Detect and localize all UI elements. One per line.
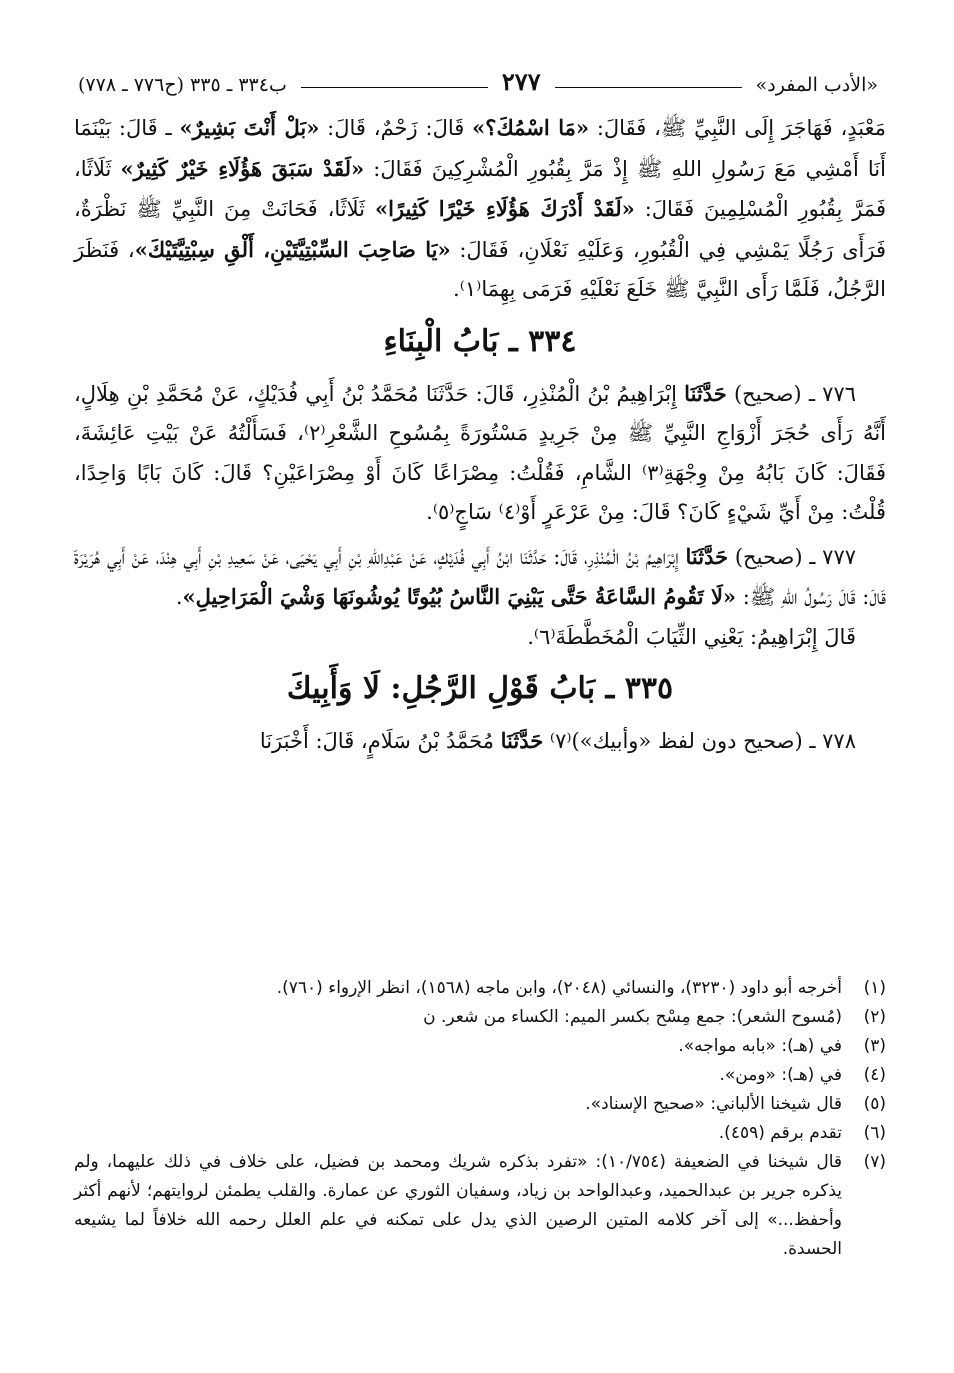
- footnote: [74, 1148, 886, 1264]
- footnote-text: في (هـ): «ومن».: [719, 1065, 842, 1085]
- text-run: ـ قَالَ: بَيْنَمَا أَنَا أَمْشِي مَعَ رَسُولِ اللهِ ﷺ إِذْ مَرَّ بِقُبُورِ الْمُشْرِكِينَ فَقَالَ:: [74, 116, 886, 181]
- footnote: [74, 1003, 886, 1032]
- footnote: [74, 1119, 886, 1148]
- text-run: إِبْرَاهِيمُ بْنُ الْمُنْذِرِ، قَالَ: حَدَّثَنَا مُحَمَّدُ بْنُ أَبِي فُدَيْكٍ، عَنْ مُحَمَّدِ بْنِ هِلَالٍ، أَنَّهُ رَأَى حُجَرَ أَزْوَاجِ النَّبِيِّ ﷺ مِنْ جَرِيدٍ مَسْتُورَةً بِمُسُوحِ الشَّعْرِ⁽٢⁾، فَسَأَلْتُهُ عَنْ بَيْتِ عَائِشَةَ، فَقَالَ: كَانَ بَابُهُ مِنْ وِجْهَةِ⁽٣⁾ الشَّامِ، فَقُلْتُ: مِصْرَاعًا كَانَ أَوْ مِصْرَاعَيْنِ؟ قَالَ: كَانَ بَابًا وَاحِدًا، قُلْتُ: مِنْ أَيِّ شَيْءٍ كَانَ؟ قَالَ: مِنْ عَرْعَرٍ أَوْ⁽٤⁾ سَاجٍ⁽٥⁾.: [74, 381, 887, 524]
- text-run: .: [175, 585, 183, 609]
- hadith-paragraph: [74, 537, 886, 618]
- footnote: [74, 1061, 886, 1090]
- book-title: «الأدب المفرد»: [755, 74, 878, 96]
- footnote-text: قال شيخنا الألباني: «صحيح الإسناد».: [585, 1094, 842, 1114]
- footnote-text: (مُسوح الشعر): جمع مِسْح بكسر الميم: الكساء من شعر. ن: [423, 1007, 842, 1027]
- chapter-heading: ٣٣٤ ـ بَابُ الْبِنَاءِ: [383, 323, 577, 359]
- prophet-quote: «مَا اسْمُكَ؟»: [472, 115, 589, 140]
- text-run: ، فَنَظَرَ الرَّجُلُ، فَلَمَّا رَأَى النَّبِيَّ ﷺ خَلَعَ نَعْلَيْهِ فَرَمَى بِهِمَا⁽١⁾.: [74, 237, 886, 301]
- text-run: مُحَمَّدُ بْنُ سَلَامٍ، قَالَ: أَخْبَرَنَا: [259, 729, 501, 753]
- text-run: قَالَ: زَحْمٌ، قَالَ:: [319, 116, 473, 140]
- footnote-number: (٥): [863, 1094, 886, 1114]
- text-run: ثَلَاثًا، فَحَانَتْ مِنَ النَّبِيِّ ﷺ نَظْرَةٌ، فَرَأَى رَجُلًا يَمْشِي فِي الْقُبُورِ، وَعَلَيْهِ نَعْلَانِ، فَقَالَ:: [74, 197, 886, 262]
- narrator-note: قَالَ إِبْرَاهِيمُ: يَعْنِي الثِّيَابَ الْمُخَطَّطَةَ⁽٦⁾.: [527, 624, 856, 649]
- footnote-text: أخرجه أبو داود (٣٢٣٠)، والنسائي (٢٠٤٨)، وابن ماجه (١٥٦٨)، انظر الإرواء (٧٦٠).: [276, 978, 842, 998]
- footnote-number: (٣): [863, 1036, 886, 1056]
- footnote-number: (٦): [863, 1123, 886, 1143]
- page-header: [78, 62, 878, 96]
- prophet-quote: «لَقَدْ أَدْرَكَ هَؤُلَاءِ خَيْرًا كَثِيرًا»: [374, 196, 635, 221]
- hadith-paragraph: [74, 721, 886, 762]
- footnote-number: (٤): [863, 1065, 886, 1085]
- header-rule: [301, 87, 488, 88]
- footnote: [74, 1032, 886, 1061]
- footnote-text: تقدم برقم (٤٥٩).: [718, 1123, 842, 1143]
- narration-verb: حَدَّثَنَا: [685, 543, 729, 569]
- footnote-text: في (هـ): «بابه مواجه».: [678, 1036, 842, 1056]
- hadith-number: ٧٧٦ ـ (صحيح): [726, 381, 857, 406]
- chapter-heading: ٣٣٥ ـ بَابُ قَوْلِ الرَّجُلِ: لَا وَأَبِيكَ: [286, 671, 674, 706]
- prophet-quote: «لَا تَقُومُ السَّاعَةُ حَتَّى يَبْنِيَ النَّاسُ بُيُوتًا يُوشُونَهَا وَشْيَ الْمَرَاحِيلِ»: [182, 584, 737, 609]
- continuation-paragraph: [74, 108, 886, 310]
- text-run: ثَلَاثًا، فَمَرَّ بِقُبُورِ الْمُسْلِمِينَ فَقَالَ:: [74, 156, 887, 221]
- prophet-quote: «بَلْ أَنْتَ بَشِيرٌ»: [179, 115, 320, 140]
- footnote-text: قال شيخنا في الضعيفة (١٠/٧٥٤): «تفرد بذكره شريك ومحمد بن فضيل، على خلاف في ذلك عليهما، ولم يذكره جرير بن عبدالحميد، وعبدالواحد بن زياد، وسفيان الثوري عن عمارة. والقلب يطمئن لروايتهم؛ لأنهم أكثر وأحفظ...» إلى آخر كلامه المتين الرصين الذي يدل على تمكنه في علم العلل رحمه الله خلافاً لما يشيعه الحسدة.: [74, 1152, 842, 1259]
- header-range: ب٣٣٤ ـ ٣٣٥ (ح٧٧٦ ـ ٧٧٨): [78, 74, 287, 96]
- footnotes-section: [74, 974, 886, 1264]
- hadith-number: ٧٧٨ ـ (صحيح دون لفظ «وأبيك»)⁽٧⁾: [543, 729, 856, 753]
- text-run: إِبْرَاهِيمُ بْنُ الْمُنْذِرِ، قَالَ: حَدَّثَنَا ابْنُ أَبِي فُدَيْكٍ، عَنْ عَبْدِاللهِ بْنِ أَبِي يَحْيَى، عَنْ سَعِيدِ بْنِ أَبِي هِنْدَ، عَنْ أَبِي هُرَيْرَةَ قَالَ: قَالَ رَسُولُ اللهِ ﷺ:: [74, 544, 886, 609]
- narration-verb: حَدَّثَنَا: [684, 380, 727, 406]
- hadith-paragraph: [74, 374, 886, 533]
- prophet-quote: «لَقَدْ سَبَقَ هَؤُلَاءِ خَيْرٌ كَثِيرٌ»: [120, 155, 365, 181]
- footnote: [74, 974, 886, 1003]
- page-body: [74, 108, 886, 762]
- narration-verb: حَدَّثَنَا: [500, 728, 544, 753]
- page-number: ٢٧٧: [501, 67, 541, 96]
- footnote-number: (١): [863, 978, 886, 998]
- footnote: [74, 1090, 886, 1119]
- hadith-number: ٧٧٧ ـ (صحيح): [728, 544, 857, 569]
- prophet-quote: «يَا صَاحِبَ السِّبْتِيَّتَيْنِ، أَلْقِ سِبْتِيَّتَيْكَ»: [134, 236, 451, 262]
- footnote-number: (٢): [863, 1007, 886, 1027]
- header-rule: [555, 87, 742, 88]
- text-run: مَعْبَدٍ، فَهَاجَرَ إِلَى النَّبِيِّ ﷺ، فَقَالَ:: [588, 116, 886, 140]
- footnote-number: (٧): [863, 1152, 886, 1172]
